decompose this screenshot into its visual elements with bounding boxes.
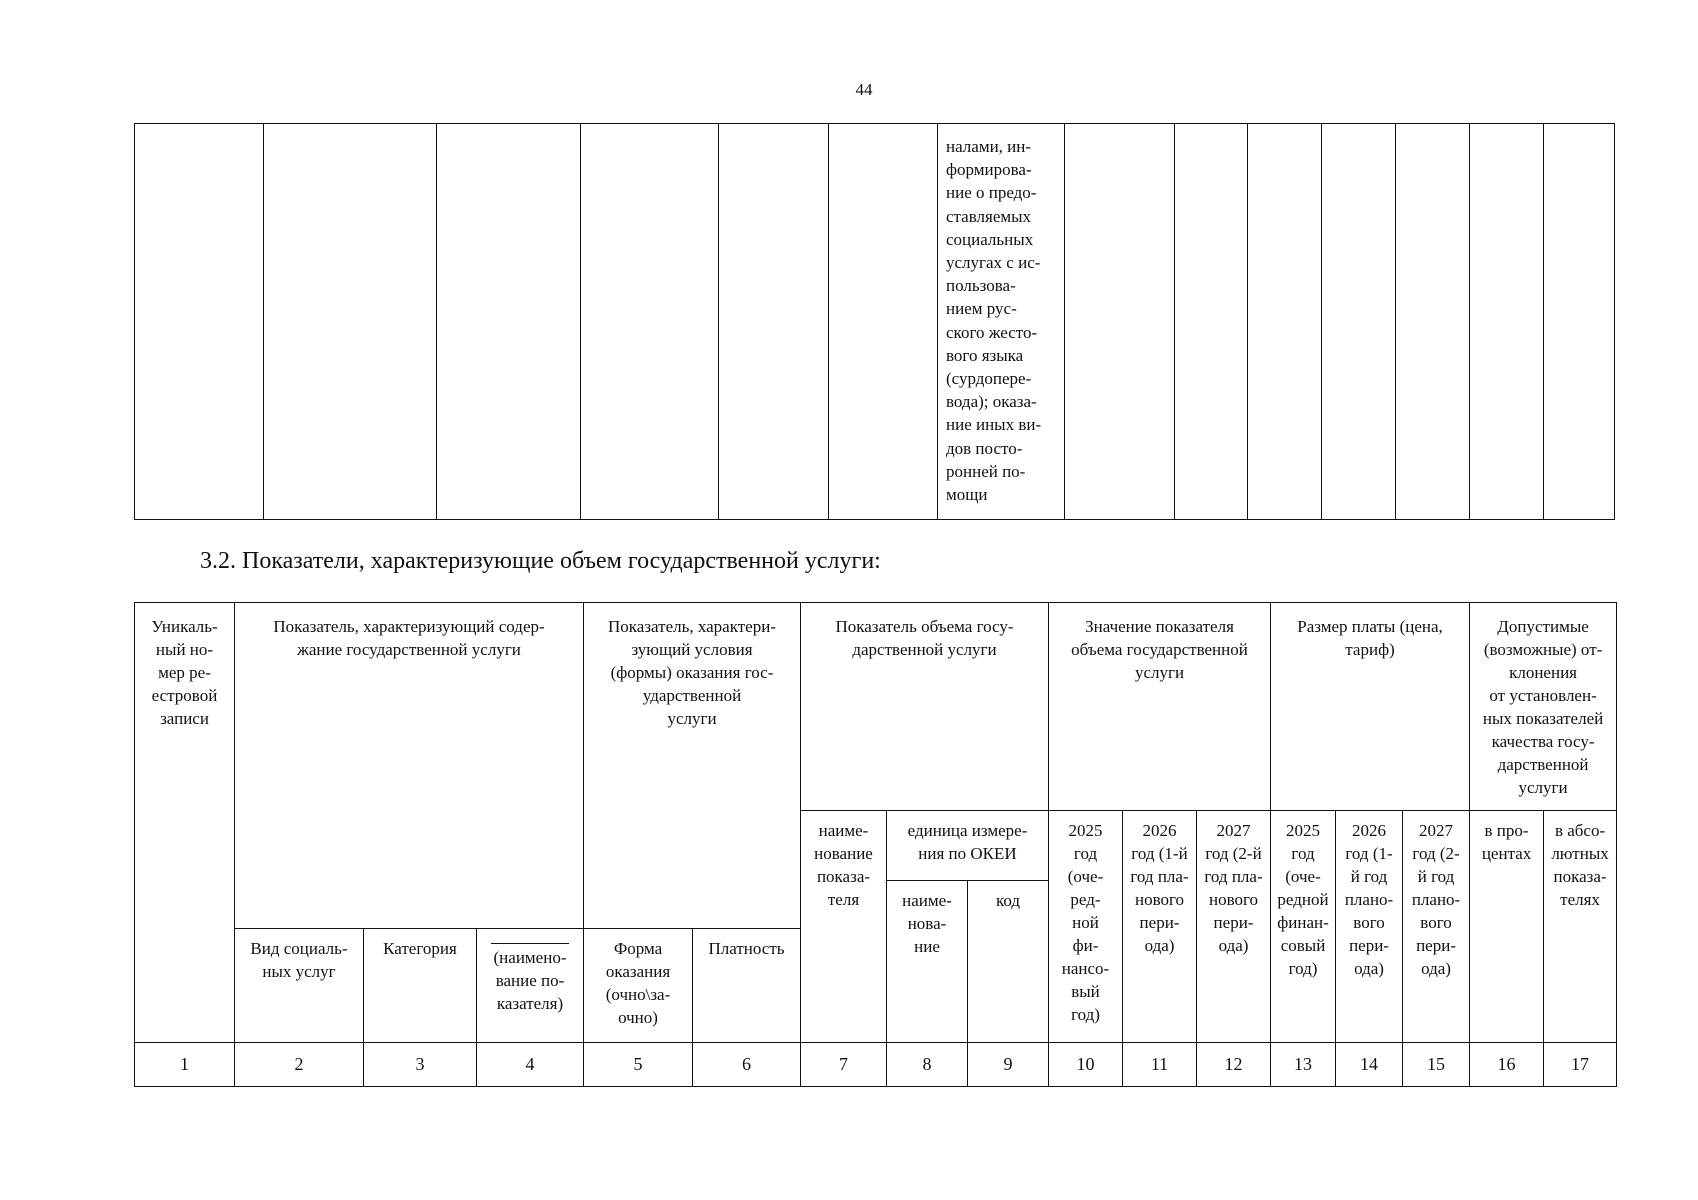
header-payment: Платность (693, 929, 801, 1043)
column-number: 2 (235, 1043, 364, 1087)
header-vol-2027: 2027 год (2-й год пла- нового пери- ода) (1197, 811, 1271, 1043)
header-fee: Размер платы (цена, тариф) (1271, 603, 1470, 811)
header-fee-2026: 2026 год (1- й год плано- вого пери- ода) (1336, 811, 1403, 1043)
header-okei-code: код (968, 881, 1049, 1043)
header-service-type: Вид социаль- ных услуг (235, 929, 364, 1043)
continuation-table (134, 123, 1615, 520)
column-number: 1 (135, 1043, 235, 1087)
header-okei-name: наиме- нова- ние (887, 881, 968, 1043)
header-content-indicator: Показатель, характеризующий содер- жание государственной услуги (235, 603, 584, 929)
empty-cell (829, 124, 938, 520)
header-fee-2025: 2025 год (оче- редной финан- совый год) (1271, 811, 1336, 1043)
continuation-text-cell (938, 124, 1065, 520)
header-volume-indicator: Показатель объема госу- дарственной услуги (801, 603, 1049, 811)
column-number: 5 (584, 1043, 693, 1087)
column-number: 15 (1403, 1043, 1470, 1087)
empty-cell (1248, 124, 1322, 520)
column-number: 12 (1197, 1043, 1271, 1087)
header-vol-2025: 2025 год (оче- ред- ной фи- нансо- вый год) (1049, 811, 1123, 1043)
header-indicator-name-blank: (наимено- вание по- казателя) (477, 929, 584, 1043)
column-number: 4 (477, 1043, 584, 1087)
column-number: 9 (968, 1043, 1049, 1087)
empty-cell (581, 124, 719, 520)
header-in-absolute: в абсо- лютных показа- телях (1544, 811, 1617, 1043)
header-conditions-indicator: Показатель, характери- зующий условия (формы) оказания гос- ударственной услуги (584, 603, 801, 929)
header-fee-2027: 2027 год (2- й год плано- вого пери- ода) (1403, 811, 1470, 1043)
empty-cell (1470, 124, 1544, 520)
empty-cell (1065, 124, 1175, 520)
empty-cell (264, 124, 437, 520)
volume-indicators-table (134, 602, 1617, 1087)
header-indicator-name: наиме- нование показа- теля (801, 811, 887, 1043)
page-number: 44 (855, 80, 873, 99)
column-number: 14 (1336, 1043, 1403, 1087)
column-number: 7 (801, 1043, 887, 1087)
header-deviations: Допустимые (возможные) от- клонения от установлен- ных показателей качества госу- дарственной услуги (1470, 603, 1617, 811)
column-number: 8 (887, 1043, 968, 1087)
column-number: 17 (1544, 1043, 1617, 1087)
empty-cell (1396, 124, 1470, 520)
empty-cell (1544, 124, 1615, 520)
header-category: Категория (364, 929, 477, 1043)
column-number: 16 (1470, 1043, 1544, 1087)
header-okei-unit: единица измере- ния по ОКЕИ (887, 811, 1049, 881)
header-form: Форма оказания (очно\за- очно) (584, 929, 693, 1043)
header-in-percent: в про- центах (1470, 811, 1544, 1043)
section-heading: 3.2. Показатели, характеризующие объем государственной услуги: (200, 548, 881, 574)
column-number: 11 (1123, 1043, 1197, 1087)
empty-cell (1175, 124, 1248, 520)
empty-cell (1322, 124, 1396, 520)
column-number: 10 (1049, 1043, 1123, 1087)
empty-cell (719, 124, 829, 520)
column-number: 3 (364, 1043, 477, 1087)
empty-cell (135, 124, 264, 520)
header-vol-2026: 2026 год (1-й год пла- нового пери- ода) (1123, 811, 1197, 1043)
header-unique-number: Уникаль- ный но- мер ре- естровой записи (135, 603, 235, 1043)
continuation-text: налами, ин- формирова- ние о предо- ставляемых социальных услугах с ис- пользова- нием рус- ского жесто- вого языка (сурдопере- вода); оказа- ние иных ви- дов посто- ронней по- мощи (946, 137, 1042, 505)
empty-cell (437, 124, 581, 520)
blank-line (491, 943, 569, 944)
column-number: 13 (1271, 1043, 1336, 1087)
column-number: 6 (693, 1043, 801, 1087)
header-volume-value: Значение показателя объема государственной услуги (1049, 603, 1271, 811)
